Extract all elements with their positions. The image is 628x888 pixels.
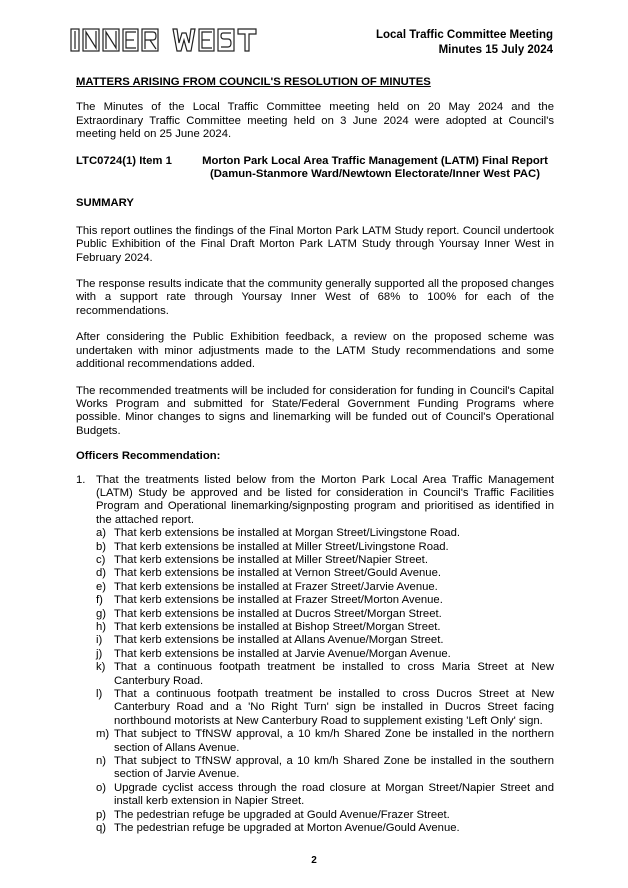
list-item — [96, 567, 554, 580]
inner-west-logo-mark — [70, 28, 270, 52]
list-item — [96, 554, 554, 567]
list-letter: l) — [96, 688, 103, 701]
list-item — [96, 661, 554, 688]
list-letter: q) — [96, 822, 107, 835]
list-text: That kerb extensions be installed at Miller Street/Livingstone Road. — [114, 540, 449, 553]
list-item — [96, 581, 554, 594]
list-text: That kerb extensions be installed at Allans Avenue/Morgan Street. — [114, 634, 444, 647]
list-item — [96, 755, 554, 782]
recommendation-number: 1. — [76, 473, 86, 486]
list-item — [96, 822, 554, 835]
list-item — [96, 608, 554, 621]
inner-west-logo — [70, 28, 270, 57]
summary-paragraph: After considering the Public Exhibition feedback, a review on the proposed scheme was undertaken with minor adjustments made to the LATM Study recommendations and some additional recommendations added. — [76, 331, 554, 371]
list-letter: p) — [96, 808, 107, 821]
summary-paragraph: The response results indicate that the community generally supported all the proposed changes with a support rate through Yoursay Inner West of 68% to 100% for each of the recommendations. — [76, 278, 554, 317]
list-text: The pedestrian refuge be upgraded at Gould Avenue/Frazer Street. — [114, 808, 450, 821]
list-text: That a continuous footpath treatment be installed to cross Maria Street at New Canterbury Road. — [114, 661, 554, 687]
item-title-line2: (Damun-Stanmore Ward/Newtown Electorate/Inner West PAC) — [210, 168, 540, 181]
meeting-title: Local Traffic Committee Meeting — [375, 29, 553, 41]
list-text: That kerb extensions be installed at Frazer Street/Jarvie Avenue. — [114, 580, 438, 593]
list-letter: h) — [96, 621, 107, 633]
list-letter: i) — [96, 634, 103, 647]
list-text: That a continuous footpath treatment be installed to cross Ducros Street at New Canterbury Road and a 'No Right Turn' sign be installed in Ducros Street facing northbound motorists at New Canterbury Road to supplement existing 'Left Only' sign. — [114, 688, 554, 727]
officers-heading: Officers Recommendation: — [76, 450, 221, 463]
list-item — [96, 728, 554, 755]
list-letter: e) — [96, 580, 107, 593]
item-title-line1: Morton Park Local Area Traffic Management (LATM) Final Report — [202, 154, 548, 167]
list-letter: m) — [96, 728, 110, 741]
list-text: That subject to TfNSW approval, a 10 km/h Shared Zone be installed in the northern section of Allans Avenue. — [114, 728, 554, 754]
list-letter: c) — [96, 553, 106, 566]
list-letter: o) — [96, 781, 107, 794]
summary-heading: SUMMARY — [76, 197, 134, 210]
list-item — [96, 634, 554, 647]
list-letter: b) — [96, 540, 107, 553]
matters-text: The Minutes of the Local Traffic Committee meeting held on 20 May 2024 and the Extraordinary Traffic Committee meeting held on 3 June 2024 were adopted at Council's meeting held on 25 June 2024. — [76, 101, 554, 141]
list-text: That kerb extensions be installed at Miller Street/Napier Street. — [114, 553, 428, 566]
meeting-date: Minutes 15 July 2024 — [438, 44, 553, 56]
list-text: That kerb extensions be installed at Vernon Street/Gould Avenue. — [114, 567, 441, 580]
summary-paragraph: The recommended treatments will be included for consideration for funding in Council's Capital Works Program and submitted for State/Federal Government Funding Programs where possible. Minor changes to signs and linemarking will be funded out of Council's Operational Budgets. — [76, 384, 554, 437]
recommendation-body — [96, 474, 554, 836]
list-item — [96, 782, 554, 809]
matters-heading: MATTERS ARISING FROM COUNCIL'S RESOLUTION OF MINUTES — [76, 76, 431, 88]
list-text: That kerb extensions be installed at Morgan Street/Livingstone Road. — [114, 527, 461, 540]
list-text: Upgrade cyclist access through the road closure at Morgan Street/Napier Street and install kerb extension in Napier Street. — [114, 781, 554, 808]
list-text: That kerb extensions be installed at Ducros Street/Morgan Street. — [114, 607, 442, 620]
document-body — [76, 76, 554, 836]
list-letter: d) — [96, 567, 107, 580]
list-letter: g) — [96, 607, 107, 620]
item-title — [196, 155, 554, 182]
list-item — [96, 809, 554, 822]
list-text: That subject to TfNSW approval, a 10 km/h Shared Zone be installed in the southern section of Jarvie Avenue. — [114, 755, 554, 781]
list-letter: n) — [96, 755, 107, 768]
item-code: LTC0724(1) Item 1 — [76, 154, 172, 167]
list-letter: j) — [96, 647, 103, 660]
list-item — [96, 688, 554, 728]
meeting-header — [376, 28, 553, 58]
recommendation — [76, 474, 554, 836]
list-text: The pedestrian refuge be upgraded at Morton Avenue/Gould Avenue. — [114, 822, 460, 835]
list-item — [96, 621, 554, 634]
list-item — [96, 527, 554, 540]
list-letter: k) — [96, 661, 106, 674]
list-text: That kerb extensions be installed at Frazer Street/Morton Avenue. — [114, 594, 443, 607]
list-item — [96, 541, 554, 554]
page-number: 2 — [311, 855, 317, 866]
recommendation-list — [96, 527, 554, 835]
recommendation-intro: That the treatments listed below from the Morton Park Local Area Traffic Management (LATM) Study be approved and be listed for consideration in Council's Traffic Facilities Program and Operational linemarking/signposting program and prioritised as identified in the attached report. — [96, 473, 554, 526]
list-letter: a) — [96, 527, 107, 540]
list-item — [96, 648, 554, 661]
item-heading — [76, 155, 554, 182]
list-text: That kerb extensions be installed at Jarvie Avenue/Morgan Avenue. — [114, 647, 451, 660]
summary-paragraph: This report outlines the findings of the Final Morton Park LATM Study report. Council undertook Public Exhibition of the Final Draft Morton Park LATM Study through Yoursay Inner West in February 2024. — [76, 224, 554, 264]
list-text: That kerb extensions be installed at Bishop Street/Morgan Street. — [114, 621, 441, 633]
list-letter: f) — [96, 594, 103, 607]
list-item — [96, 594, 554, 607]
